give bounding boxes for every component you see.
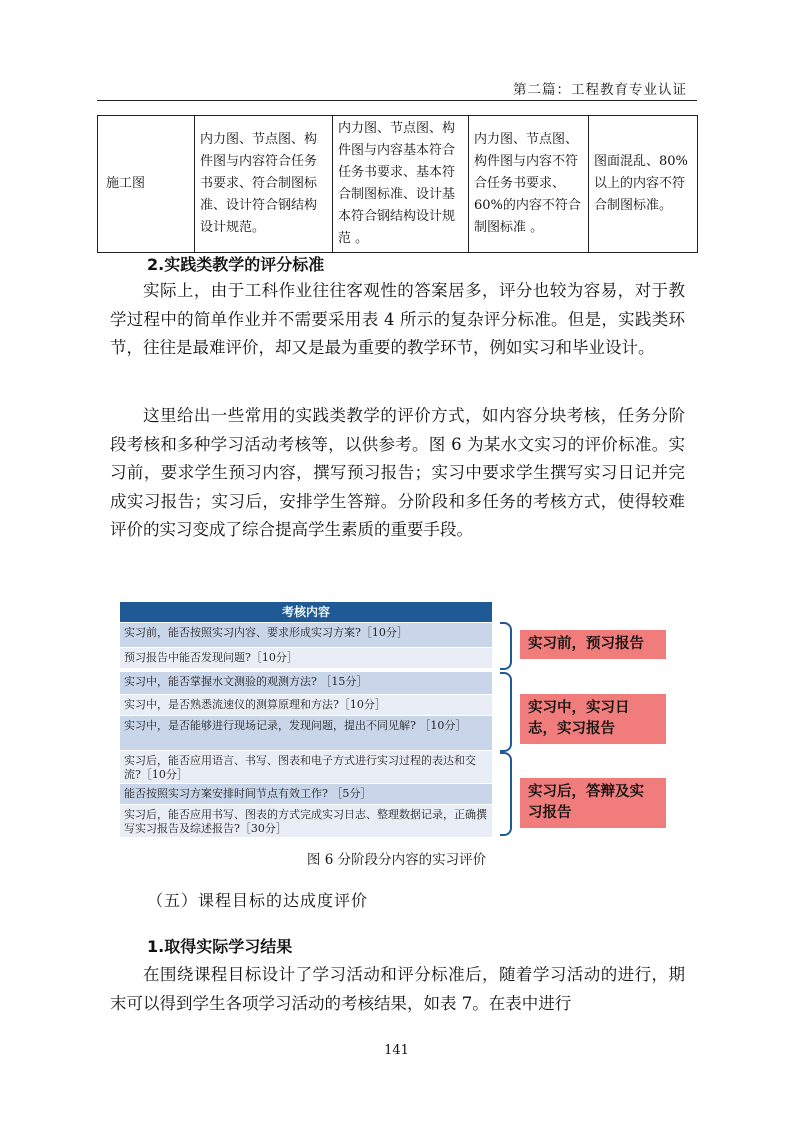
header-rule bbox=[97, 100, 697, 101]
group-brace bbox=[500, 752, 512, 836]
figure-row: 能否按照实习方案安排时间节点有效工作? ［5分］ bbox=[120, 784, 492, 804]
figure-row: 实习后，能否应用书写、图表的方式完成实习日志、整理数据记录，正确撰写实习报告及综述报告?［30分］ bbox=[120, 805, 492, 837]
grading-table bbox=[97, 115, 698, 253]
page-number: 141 bbox=[384, 1043, 409, 1058]
figure-header: 考核内容 bbox=[120, 602, 492, 622]
running-header: 第二篇：工程教育专业认证 bbox=[513, 82, 687, 98]
stage-tag: 实习中，实习日志，实习报告 bbox=[520, 694, 666, 744]
table-cell-label: 施工图 bbox=[98, 116, 195, 253]
figure-row: 预习报告中能否发现问题?［10分］ bbox=[120, 648, 492, 668]
table-cell: 内力图、节点图、构件图与内容不符合任务书要求、60%的内容不符合制图标准 。 bbox=[469, 116, 589, 253]
figure-row: 实习中，是否能够进行现场记录，发现问题，提出不同见解? ［10分］ bbox=[120, 716, 492, 750]
figure-row: 实习中，能否掌握水文测验的观测方法? ［15分］ bbox=[120, 672, 492, 694]
table-cell: 内力图、节点图、构件图与内容符合任务书要求、符合制图标准、设计符合钢结构设计规范。 bbox=[195, 116, 333, 253]
figure-caption: 图 6 分阶段分内容的实习评价 bbox=[306, 852, 487, 868]
stage-tag: 实习前，预习报告 bbox=[520, 630, 666, 659]
figure-row: 实习中，是否熟悉流速仪的测算原理和方法?［10分］ bbox=[120, 695, 492, 715]
table-cell: 内力图、节点图、构件图与内容基本符合任务书要求、基本符合制图标准、设计基本符合钢结构设计规范 。 bbox=[333, 116, 469, 253]
table-row bbox=[98, 116, 698, 253]
table-cell: 图面混乱、80%以上的内容不符合制图标准。 bbox=[589, 116, 698, 253]
stage-tag: 实习后，答辩及实习报告 bbox=[520, 778, 666, 828]
assessment-figure bbox=[120, 602, 670, 835]
paragraph: 实际上，由于工科作业往往客观性的答案居多，评分也较为容易，对于教学过程中的简单作业并不需要采用表 4 所示的复杂评分标准。但是，实践类环节，往往是最难评价，却又是最为重要的教学环节，例如实习和毕业设计。 bbox=[110, 281, 685, 357]
paragraph: 这里给出一些常用的实践类教学的评价方式，如内容分块考核，任务分阶段考核和多种学习活动考核等，以供参考。图 6 为某水文实习的评价标准。实习前，要求学生预习内容，撰写预习报告；实习中要求学生撰写实习日记并完成实习报告；实习后，安排学生答辩。分阶段和多任务的考核方式，使得较难评价的实习变成了综合提高学生素质的重要手段。 bbox=[110, 406, 685, 539]
section-heading: （五）课程目标的达成度评价 bbox=[147, 891, 369, 910]
group-brace bbox=[500, 622, 512, 670]
paragraph: 在围绕课程目标设计了学习活动和评分标准后，随着学习活动的进行，期末可以得到学生各项学习活动的考核结果，如表 7。在表中进行 bbox=[110, 965, 685, 1013]
section-heading: 1.取得实际学习结果 bbox=[147, 937, 293, 956]
group-brace bbox=[500, 672, 512, 752]
section-heading: 2.实践类教学的评分标准 bbox=[147, 255, 325, 274]
figure-row: 实习后，能否应用语言、书写、图表和电子方式进行实习过程的表达和交流?［10分］ bbox=[120, 751, 492, 783]
figure-row: 实习前，能否按照实习内容、要求形成实习方案?［10分］ bbox=[120, 623, 492, 647]
